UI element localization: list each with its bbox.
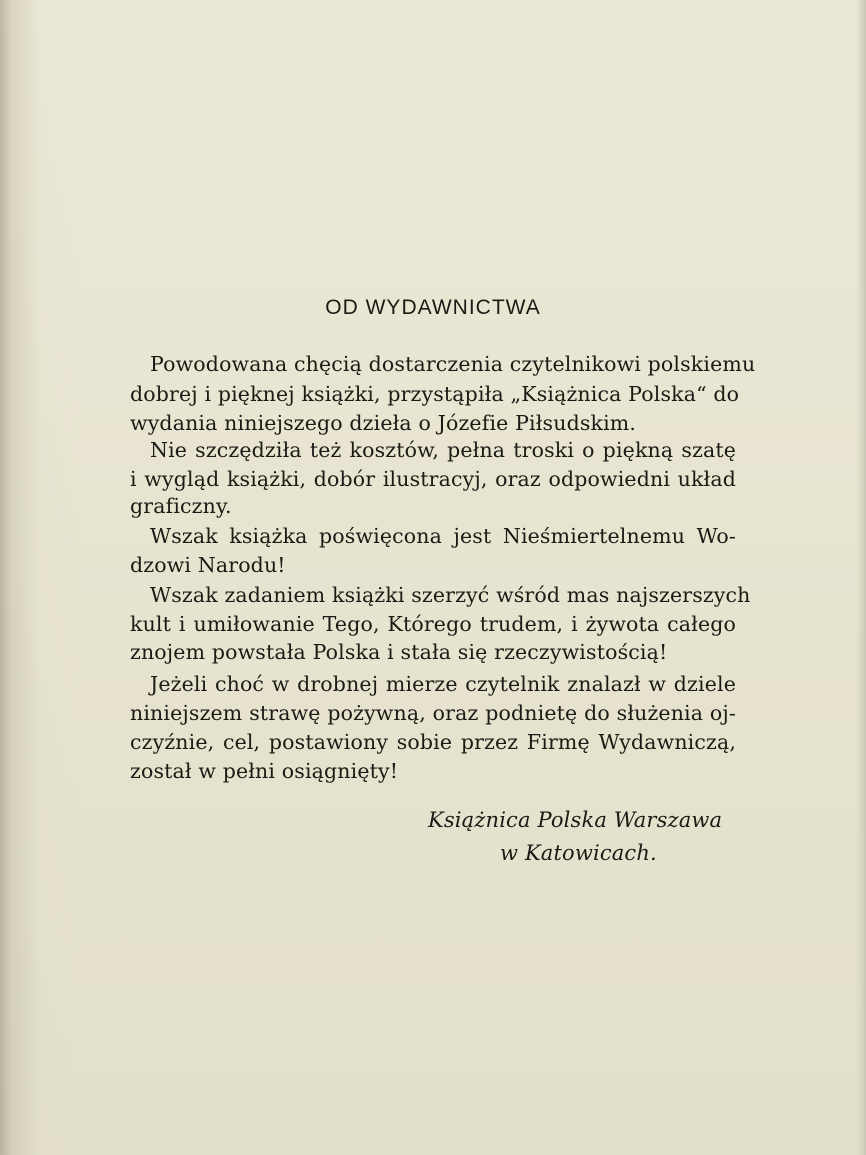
paragraph-5-line-1: Jeżeli choć w drobnej mierze czytelnik znalazł w dziele: [150, 672, 736, 696]
page-edge-shadow: [856, 0, 866, 1155]
page-heading: OD WYDAWNICTWA: [325, 296, 541, 319]
paragraph-4-line-3: znojem powstała Polska i stała się rzeczywistością!: [130, 640, 668, 664]
signature-line-2: w Katowicach.: [500, 841, 657, 865]
paragraph-2-line-3: graficzny.: [130, 494, 232, 518]
signature-line-1: Książnica Polska Warszawa: [428, 808, 723, 832]
paragraph-4-line-2: kult i umiłowanie Tego, Którego trudem, i żywota całego: [130, 612, 736, 636]
paragraph-5-line-4: został w pełni osiągnięty!: [130, 759, 399, 783]
paragraph-2-line-2: i wygląd książki, dobór ilustracyj, oraz odpowiedni układ: [130, 467, 736, 491]
paragraph-4-line-1: Wszak zadaniem książki szerzyć wśród mas najszerszych: [150, 583, 751, 607]
paragraph-3-line-2: dzowi Narodu!: [130, 553, 286, 577]
paragraph-1-line-3: wydania niniejszego dzieła o Józefie Piłsudskim.: [130, 411, 637, 435]
paragraph-2-line-1: Nie szczędziła też kosztów, pełna troski o piękną szatę: [150, 438, 736, 462]
paragraph-3-line-1: Wszak książka poświęcona jest Nieśmiertelnemu Wo-: [150, 524, 736, 548]
paragraph-5-line-2: niniejszem strawę pożywną, oraz podnietę do służenia oj-: [130, 701, 736, 725]
paragraph-5-line-3: czyźnie, cel, postawiony sobie przez Firmę Wydawniczą,: [130, 730, 736, 754]
paragraph-1-line-1: Powodowana chęcią dostarczenia czytelnikowi polskiemu: [150, 352, 756, 376]
paragraph-1-line-2: dobrej i pięknej książki, przystąpiła „Książnica Polska“ do: [130, 382, 740, 406]
